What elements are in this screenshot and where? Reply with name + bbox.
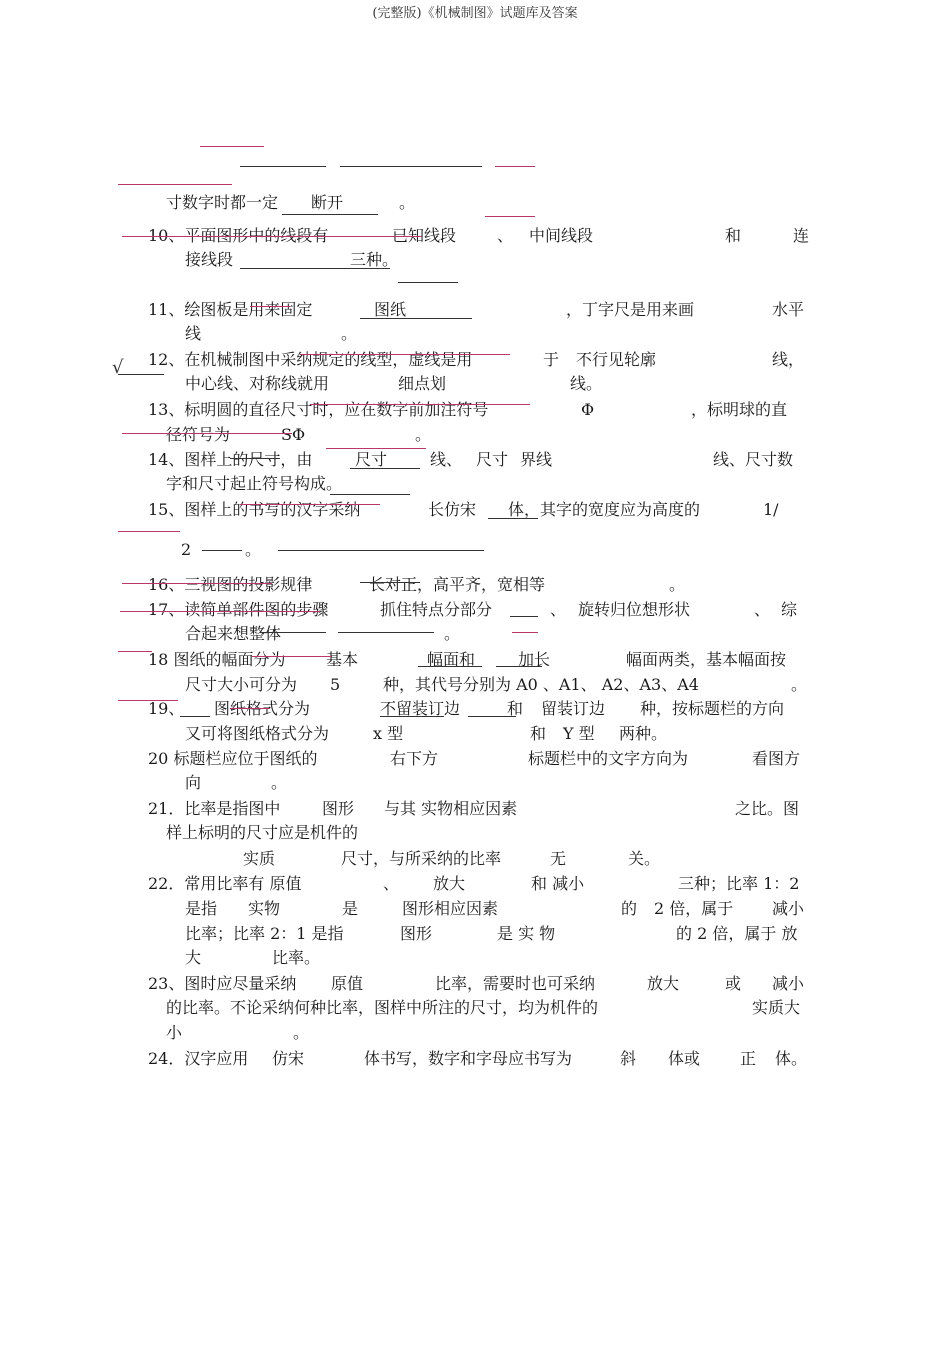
annotation-stroke <box>496 666 542 667</box>
annotation-stroke <box>118 531 180 532</box>
text-segment: 。 <box>399 193 416 212</box>
text-segment: 实物 <box>248 899 281 918</box>
text-segment: 连 <box>793 226 810 245</box>
text-segment: 是指 <box>185 899 218 918</box>
text-segment: 标题栏中的文字方向为 <box>528 749 689 768</box>
annotation-stroke <box>240 504 380 505</box>
text-segment: 两种。 <box>619 724 668 743</box>
annotation-stroke <box>118 700 178 701</box>
annotation-stroke <box>120 611 320 612</box>
text-segment: 线， <box>772 350 805 369</box>
text-segment: 。 <box>444 624 461 643</box>
text-segment: 种，其代号分别为 A0 、A1、 A2、A3、A4 <box>383 675 699 694</box>
text-segment: 图形 <box>400 924 433 943</box>
text-segment: 基本 <box>326 650 359 669</box>
text-segment: 是 <box>342 899 359 918</box>
text-segment: 原值 <box>331 974 364 993</box>
text-segment: 样上标明的尺寸应是机件的 <box>166 823 359 842</box>
annotation-stroke <box>468 716 516 717</box>
annotation-stroke <box>240 268 390 269</box>
text-segment: 线。 <box>570 374 603 393</box>
text-segment: 图纸 <box>374 300 407 319</box>
text-segment: 16、三视图的投影规律 <box>148 575 313 594</box>
text-segment: ，丁字尺是用来画 <box>566 300 695 319</box>
check-mark: √ <box>112 357 124 378</box>
text-segment: 尺寸 <box>355 450 388 469</box>
text-segment: 的 <box>621 899 638 918</box>
text-segment: 接线段 <box>185 250 234 269</box>
text-segment: 之比。图 <box>735 799 800 818</box>
text-segment: 比率，需要时也可采纳 <box>435 974 596 993</box>
text-segment: 径符号为 <box>166 425 231 444</box>
text-segment: 。 <box>415 425 432 444</box>
text-segment: 长仿宋 <box>428 500 477 519</box>
text-segment: 线、 <box>430 450 463 469</box>
text-segment: 10、平面图形中的线段有 <box>148 226 329 245</box>
text-segment: 5 <box>330 675 341 694</box>
annotation-stroke <box>230 458 280 459</box>
text-segment: 正 <box>740 1049 757 1068</box>
text-segment: 尺寸 <box>476 450 509 469</box>
text-segment: 、 <box>383 874 400 893</box>
annotation-stroke <box>250 306 290 307</box>
text-segment: 。 <box>341 324 358 343</box>
text-segment: 体，其字的宽度应为高度的 <box>508 500 701 519</box>
text-segment: 体。 <box>775 1049 808 1068</box>
text-segment: 放大 <box>647 974 680 993</box>
text-segment: 12、在机械制图中采纳规定的线型，虚线是用 <box>148 350 473 369</box>
text-segment: 尺寸大小可分为 <box>185 675 298 694</box>
text-segment: 留装订边 <box>541 699 606 718</box>
annotation-stroke <box>282 214 378 215</box>
annotation-stroke <box>488 518 538 519</box>
text-segment: 是 实 物 <box>497 924 556 943</box>
text-segment: 向 <box>185 773 202 792</box>
text-segment: 已知线段 <box>392 226 457 245</box>
text-segment: 线、尺寸数 <box>713 450 794 469</box>
annotation-stroke <box>122 236 422 237</box>
text-segment: 体或 <box>668 1049 701 1068</box>
text-segment: 。 <box>669 575 686 594</box>
text-segment: 23、图时应尽量采纳 <box>148 974 297 993</box>
text-segment: 减小 <box>772 899 805 918</box>
text-segment: 幅面两类，基本幅面按 <box>626 650 787 669</box>
annotation-stroke <box>360 318 472 319</box>
text-segment: 中间线段 <box>529 226 594 245</box>
annotation-stroke <box>340 166 482 167</box>
text-segment: 三种。 <box>350 250 399 269</box>
text-segment: 看图方 <box>752 749 801 768</box>
text-segment: 22．常用比率有 原值 <box>148 874 302 893</box>
text-segment: 右下方 <box>390 749 439 768</box>
text-segment: 比率。 <box>272 948 321 967</box>
text-segment: Y 型 <box>563 724 595 743</box>
text-segment: 加长 <box>518 650 551 669</box>
annotation-stroke <box>326 448 426 449</box>
annotation-stroke <box>260 632 326 633</box>
text-segment: 。 <box>271 773 288 792</box>
text-segment: 图形相应因素 <box>402 899 499 918</box>
annotation-stroke <box>300 354 510 355</box>
annotation-stroke <box>330 494 410 495</box>
annotation-stroke <box>485 216 535 217</box>
text-segment: 合起来想整体 <box>185 624 282 643</box>
text-segment: 细点划 <box>398 374 447 393</box>
text-segment: 15、图样上的书写的汉字采纳 <box>148 500 361 519</box>
text-segment: 实质大 <box>752 998 801 1017</box>
text-segment: 又可将图纸格式分为 <box>185 724 330 743</box>
annotation-stroke <box>380 716 444 717</box>
text-segment: 体书写，数字和字母应书写为 <box>364 1049 573 1068</box>
text-segment: 和 <box>725 226 742 245</box>
text-segment: 种，按标题栏的方向 <box>640 699 785 718</box>
text-segment: 14、图样上的尺寸，由 <box>148 450 313 469</box>
page-header: (完整版)《机械制图》试题库及答案 <box>372 6 578 21</box>
text-segment: ，标明球的直 <box>691 400 788 419</box>
text-segment: 11、绘图板是用来固定 <box>148 300 313 319</box>
text-segment: 字和尺寸起止符号构成。 <box>166 474 343 493</box>
text-segment: 水平 <box>772 300 805 319</box>
text-segment: x 型 <box>373 724 404 743</box>
annotation-stroke <box>118 184 232 185</box>
text-segment: 中心线、对称线就用 <box>185 374 330 393</box>
annotation-stroke <box>118 651 152 652</box>
annotation-stroke <box>350 468 420 469</box>
text-segment: 斜 <box>620 1049 637 1068</box>
text-segment: 的 2 倍，属于 放 <box>676 924 798 943</box>
text-segment: 、 <box>754 600 771 619</box>
text-segment: 2 倍，属于 <box>654 899 734 918</box>
text-segment: 不留装订边 <box>380 699 461 718</box>
text-segment: 24．汉字应用 <box>148 1049 249 1068</box>
text-segment: 和 <box>530 724 547 743</box>
text-segment: 幅面和 <box>427 650 476 669</box>
text-segment: 放大 <box>433 874 466 893</box>
annotation-stroke <box>240 166 326 167</box>
text-segment: 、 <box>497 226 514 245</box>
annotation-stroke <box>122 433 292 434</box>
text-segment: 抓住特点分部分 <box>380 600 493 619</box>
annotation-stroke <box>202 550 242 551</box>
text-segment: 21．比率是指图中 <box>148 799 281 818</box>
text-segment: 17、读简单部件图的步骤 <box>148 600 329 619</box>
annotation-stroke <box>122 583 272 584</box>
text-segment: 和 减小 <box>531 874 585 893</box>
text-segment: 长对正，高平齐，宽相等 <box>369 575 546 594</box>
text-segment: 无 <box>550 849 567 868</box>
annotation-stroke <box>278 550 484 551</box>
annotation-stroke <box>360 582 420 583</box>
text-segment: 于 <box>543 350 560 369</box>
text-segment: Φ <box>581 400 595 419</box>
text-segment: 和 <box>507 699 524 718</box>
text-segment: 19、 <box>148 699 185 718</box>
text-segment: 的比率。不论采纳何种比率，图样中所注的尺寸，均为机件的 <box>166 998 599 1017</box>
text-segment: 20 标题栏应位于图纸的 <box>148 749 318 768</box>
text-segment: 三种；比率 1：2 <box>678 874 800 893</box>
text-segment: 小 <box>166 1023 183 1042</box>
annotation-stroke <box>310 404 530 405</box>
text-segment: 图纸格式分为 <box>214 699 311 718</box>
text-segment: 13、标明圆的直径尺寸时，应在数字前加注符号 <box>148 400 489 419</box>
text-segment: 大 <box>185 948 202 967</box>
text-segment: 或 <box>725 974 742 993</box>
annotation-stroke <box>418 666 482 667</box>
text-segment: 、 <box>550 600 567 619</box>
text-segment: 。 <box>791 675 808 694</box>
text-segment: 减小 <box>772 974 805 993</box>
annotation-stroke <box>338 632 434 633</box>
annotation-stroke <box>118 374 164 375</box>
text-segment: 2 <box>181 540 192 559</box>
text-segment: 仿宋 <box>272 1049 305 1068</box>
annotation-stroke <box>512 632 538 633</box>
text-segment: 尺寸，与所采纳的比率 <box>341 849 502 868</box>
text-segment: 与其 实物相应因素 <box>384 799 518 818</box>
text-segment: 断开 <box>311 193 344 212</box>
annotation-stroke <box>252 656 332 657</box>
text-segment: SΦ <box>281 425 306 444</box>
annotation-stroke <box>398 282 458 283</box>
text-segment: 比率；比率 2：1 是指 <box>185 924 344 943</box>
text-segment: 不行见轮廓 <box>576 350 657 369</box>
text-segment: 旋转归位想形状 <box>578 600 691 619</box>
text-segment: 界线 <box>520 450 553 469</box>
text-segment: 实质 <box>243 849 276 868</box>
annotation-stroke <box>200 146 264 147</box>
text-segment: 。 <box>245 540 262 559</box>
text-segment: 寸数字时都一定 <box>166 193 279 212</box>
text-segment: 关。 <box>628 849 661 868</box>
text-segment: 。 <box>293 1023 310 1042</box>
annotation-stroke <box>180 716 210 717</box>
annotation-stroke <box>495 166 535 167</box>
text-segment: 图形 <box>322 799 355 818</box>
text-segment: 综 <box>781 600 798 619</box>
annotation-stroke <box>230 708 270 709</box>
text-segment: 1/ <box>763 500 779 519</box>
text-segment: 线 <box>185 324 202 343</box>
annotation-stroke <box>510 616 538 617</box>
text-segment: 18 图纸的幅面分为 <box>148 650 286 669</box>
